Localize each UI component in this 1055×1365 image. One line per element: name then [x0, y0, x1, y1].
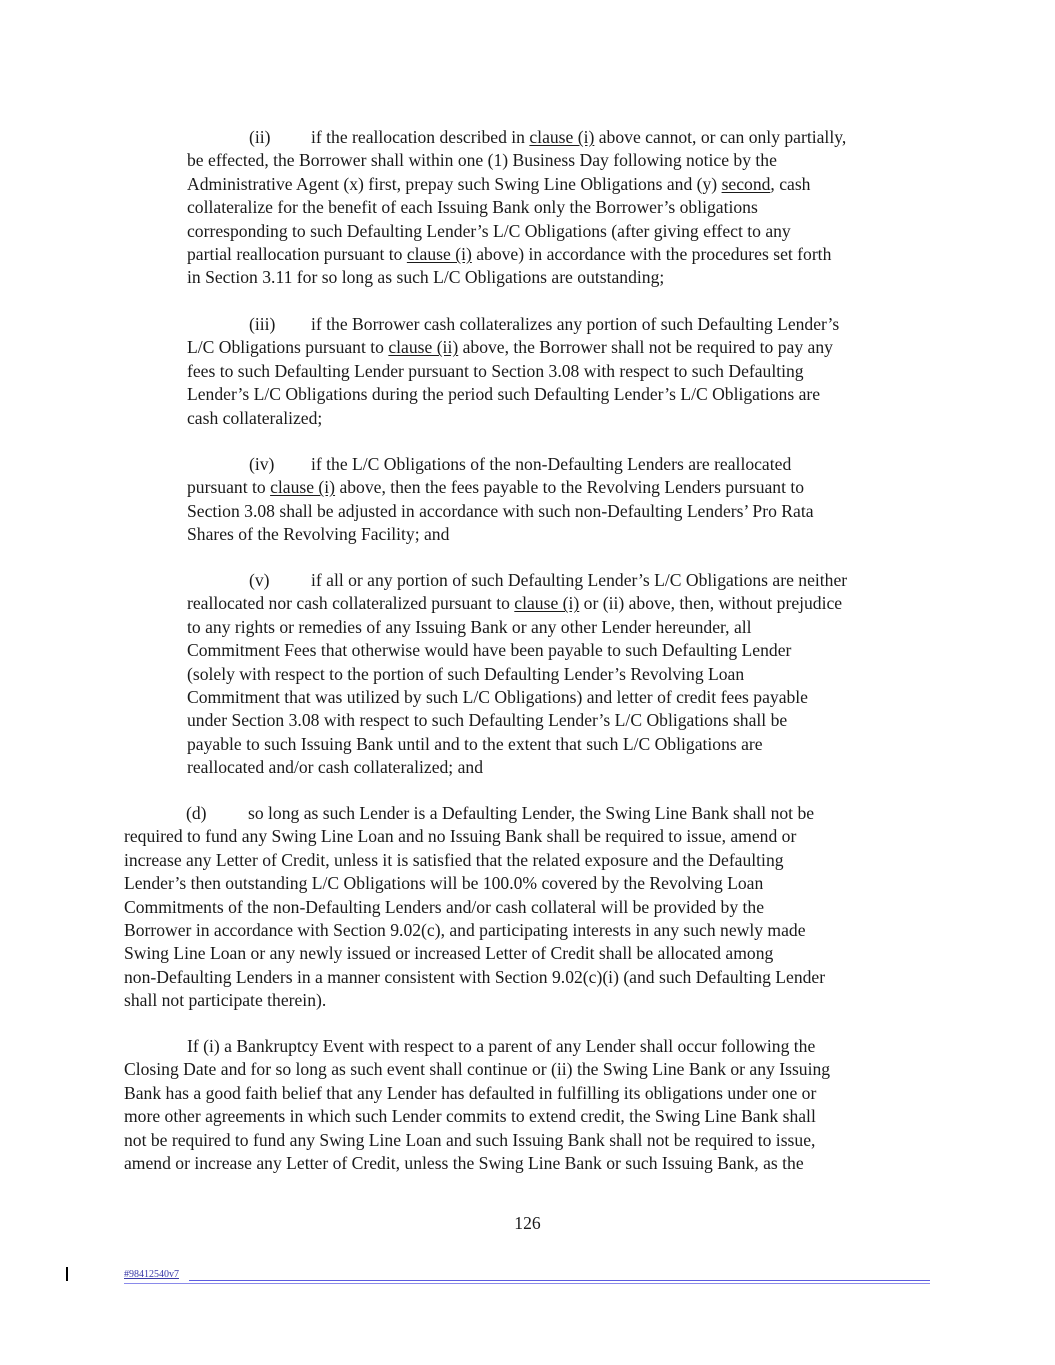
text-line: [124, 1152, 944, 1175]
text-run: under Section 3.08 with respect to such Defaulting Lender’s L/C Obligations shall be: [187, 710, 788, 731]
text-run: cash collateralized;: [187, 407, 323, 428]
text-line: [124, 872, 944, 895]
text-line: [124, 942, 944, 965]
text-line: [187, 476, 947, 499]
text-run: amend or increase any Letter of Credit, unless the Swing Line Bank or such Issuing Bank, as the: [124, 1153, 804, 1174]
text-line: [187, 639, 947, 662]
text-run: L/C Obligations pursuant to: [187, 337, 389, 358]
document-id: #98412540v7: [124, 1269, 179, 1280]
text-line: [187, 592, 947, 615]
text-line: [187, 126, 947, 149]
text-run: not be required to fund any Swing Line Loan and such Issuing Bank shall not be required to issue,: [124, 1129, 816, 1150]
text-run: be effected, the Borrower shall within one (1) Business Day following notice by the: [187, 150, 777, 171]
page-number: 126: [514, 1213, 541, 1233]
paragraph-bankruptcy-event: [124, 1035, 944, 1175]
underlined-reference: clause (i): [529, 127, 595, 147]
text-run: required to fund any Swing Line Loan and no Issuing Bank shall be required to issue, amend or: [124, 826, 797, 847]
text-line: [187, 663, 947, 686]
text-run: to any rights or remedies of any Issuing Bank or any other Lender hereunder, all: [187, 616, 752, 637]
text-run: pursuant to: [187, 477, 271, 498]
text-run: reallocated and/or cash collateralized; and: [187, 757, 484, 778]
text-line: [124, 919, 944, 942]
text-run: Commitment Fees that otherwise would have been payable to such Defaulting Lender: [187, 640, 792, 661]
text-run: partial reallocation pursuant to: [187, 244, 407, 265]
text-run: increase any Letter of Credit, unless it is satisfied that the related exposure and the Defaulting: [124, 849, 784, 870]
text-run: fees to such Defaulting Lender pursuant to Section 3.08 with respect to such Defaulting: [187, 360, 804, 381]
text-run: Closing Date and for so long as such event shall continue or (ii) the Swing Line Bank or any Issuing: [124, 1059, 831, 1080]
text-run: reallocated nor cash collateralized pursuant to: [187, 593, 515, 614]
text-line: [187, 383, 947, 406]
text-run: Borrower in accordance with Section 9.02(c), and participating interests in any such newly made: [124, 920, 806, 941]
clause-marker: (d): [186, 803, 207, 823]
text-line: [187, 313, 947, 336]
text-run: above, the Borrower shall not be required to pay any: [458, 337, 833, 358]
clause-marker: (v): [249, 570, 270, 590]
text-line: [187, 336, 947, 359]
paragraph-iv: [187, 453, 947, 547]
text-run: Administrative Agent (x) first, prepay such Swing Line Obligations and (y): [187, 173, 722, 194]
text-run: shall not participate therein).: [124, 990, 327, 1011]
text-line: [187, 360, 947, 383]
text-line: [124, 802, 944, 825]
footer-rule: [189, 1280, 930, 1281]
text-line: [187, 733, 947, 756]
text-line: [187, 756, 947, 779]
text-line: [187, 709, 947, 732]
underlined-reference: clause (i): [406, 244, 472, 265]
text-run: in Section 3.11 for so long as such L/C Obligations are outstanding;: [187, 267, 665, 288]
text-line: [187, 500, 947, 523]
text-run: more other agreements in which such Lender commits to extend credit, the Swing Line Bank shall: [124, 1106, 816, 1127]
text-run: Lender’s then outstanding L/C Obligations will be 100.0% covered by the Revolving Loan: [124, 873, 764, 894]
footer-rule: [124, 1283, 930, 1284]
text-run: Shares of the Revolving Facility; and: [187, 524, 450, 545]
text-run: Swing Line Loan or any newly issued or increased Letter of Credit shall be allocated among: [124, 943, 774, 964]
paragraph-v: [187, 569, 947, 780]
text-line: [124, 1058, 944, 1081]
text-line: [124, 825, 944, 848]
clause-marker: (ii): [249, 127, 271, 147]
text-line: [124, 966, 944, 989]
text-run: corresponding to such Defaulting Lender’s L/C Obligations (after giving effect to any: [187, 220, 791, 241]
text-run: payable to such Issuing Bank until and to the extent that such L/C Obligations are: [187, 733, 763, 754]
text-line: [187, 196, 947, 219]
text-run: , cash: [770, 173, 811, 194]
underlined-reference: clause (ii): [388, 337, 459, 358]
text-run: collateralize for the benefit of each Issuing Bank only the Borrower’s obligations: [187, 197, 758, 218]
text-line: [187, 407, 947, 430]
underlined-reference: clause (i): [270, 477, 336, 498]
text-run: (solely with respect to the portion of such Defaulting Lender’s Revolving Loan: [187, 663, 745, 684]
text-line: [187, 453, 947, 476]
text-line: [124, 1105, 944, 1128]
text-run: if the Borrower cash collateralizes any portion of such Defaulting Lender’s: [311, 314, 840, 334]
clause-marker: (iii): [249, 314, 276, 334]
text-run: Section 3.08 shall be adjusted in accordance with such non-Defaulting Lenders’ Pro Rata: [187, 500, 814, 521]
text-run: Lender’s L/C Obligations during the period such Defaulting Lender’s L/C Obligations are: [187, 384, 821, 405]
text-run: if the reallocation described in: [311, 127, 530, 147]
text-line: [187, 523, 947, 546]
text-run: non-Defaulting Lenders in a manner consistent with Section 9.02(c)(i) (and such Defaulting Lender: [124, 966, 826, 987]
text-run: If (i) a Bankruptcy Event with respect to a parent of any Lender shall occur following the: [187, 1036, 816, 1056]
text-line: [124, 989, 944, 1012]
text-run: so long as such Lender is a Defaulting Lender, the Swing Line Bank shall not be: [248, 803, 815, 823]
paragraph-iii: [187, 313, 947, 430]
text-run: above cannot, or can only partially,: [594, 127, 847, 147]
paragraph-d: [124, 802, 944, 1013]
text-line: [124, 1035, 944, 1058]
text-run: above) in accordance with the procedures set forth: [471, 244, 832, 265]
text-line: [187, 686, 947, 709]
text-run: Bank has a good faith belief that any Lender has defaulted in fulfilling its obligations under one or: [124, 1082, 817, 1103]
text-line: [124, 1082, 944, 1105]
clause-marker: (iv): [249, 454, 275, 474]
text-line: [187, 243, 947, 266]
text-run: above, then the fees payable to the Revolving Lenders pursuant to: [335, 477, 805, 498]
paragraph-ii: [187, 126, 947, 290]
text-run: or (ii) above, then, without prejudice: [579, 593, 843, 614]
text-line: [187, 569, 947, 592]
text-run: Commitments of the non-Defaulting Lenders and/or cash collateral will be provided by the: [124, 896, 765, 917]
text-line: [187, 220, 947, 243]
text-line: [124, 849, 944, 872]
text-run: Commitment that was utilized by such L/C Obligations) and letter of credit fees payable: [187, 687, 808, 708]
underlined-reference: clause (i): [514, 593, 580, 614]
text-line: [187, 173, 947, 196]
text-line: [187, 616, 947, 639]
text-run: if the L/C Obligations of the non-Defaulting Lenders are reallocated: [311, 454, 792, 474]
change-bar: [66, 1267, 68, 1281]
text-line: [187, 149, 947, 172]
underlined-reference: second: [721, 173, 771, 194]
text-line: [187, 266, 947, 289]
text-line: [124, 896, 944, 919]
text-run: if all or any portion of such Defaulting Lender’s L/C Obligations are neither: [311, 570, 848, 590]
text-line: [124, 1129, 944, 1152]
